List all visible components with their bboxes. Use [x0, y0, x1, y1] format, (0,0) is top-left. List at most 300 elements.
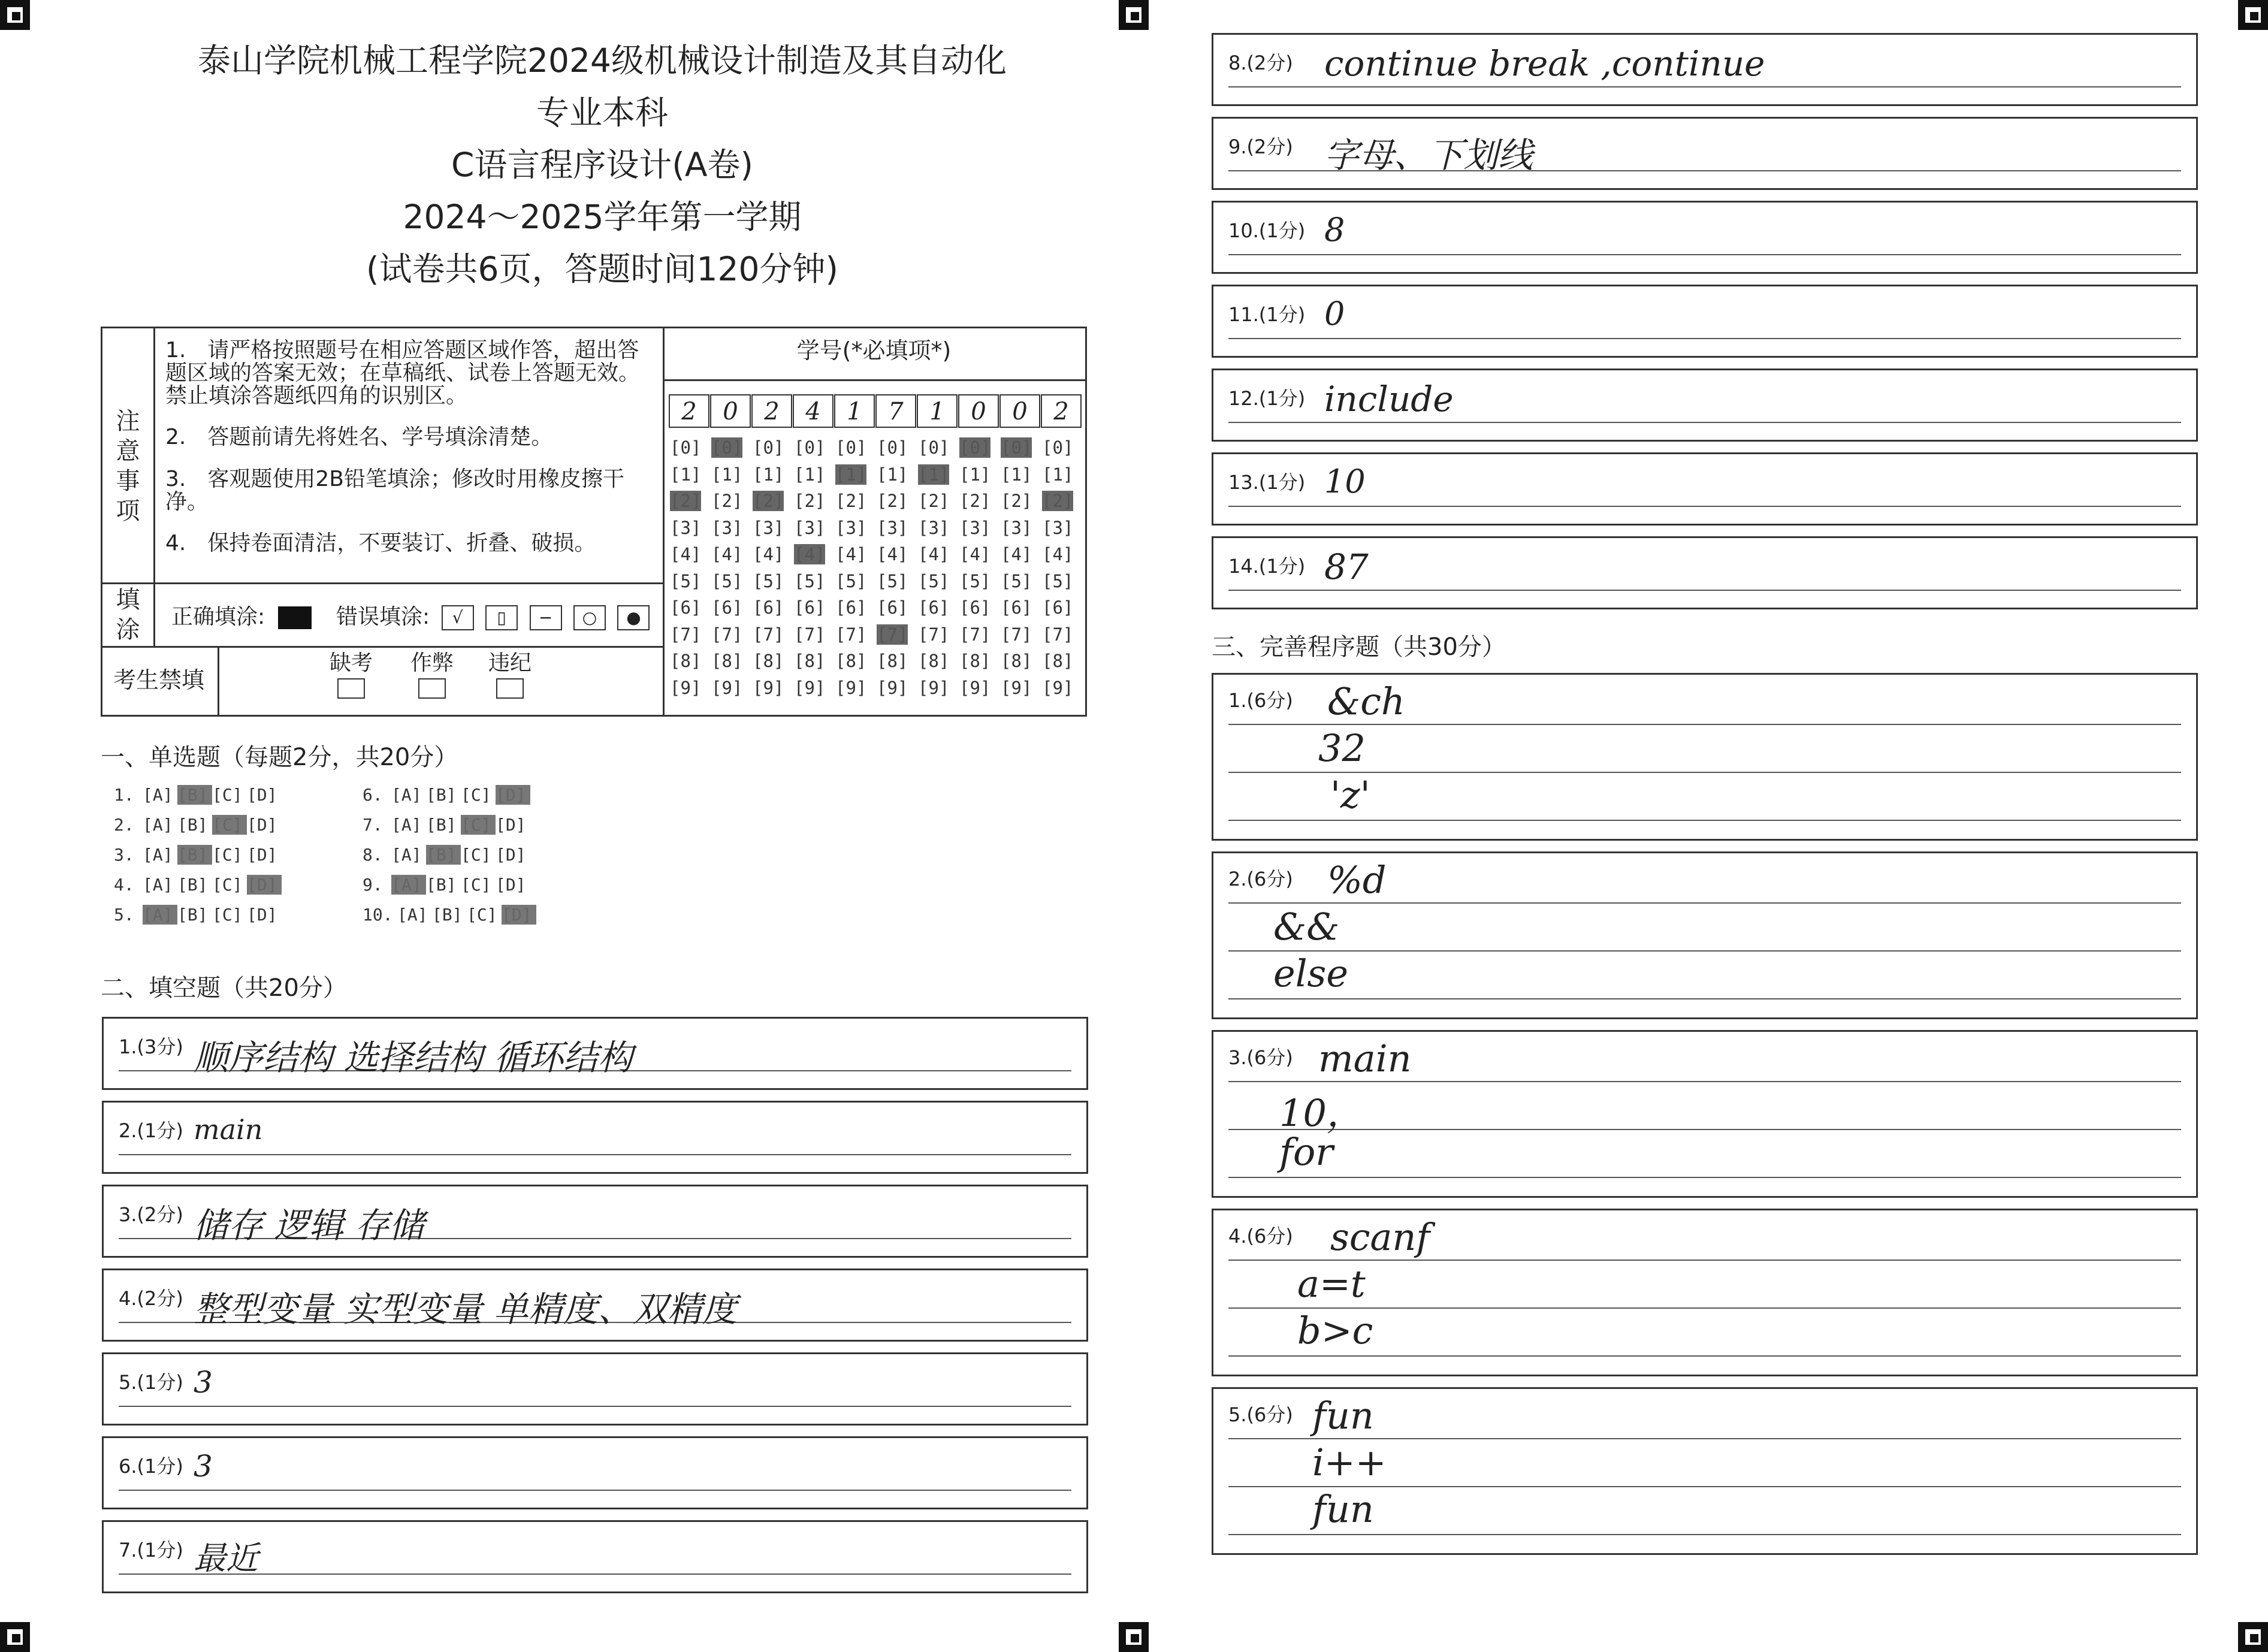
- id-bubble[interactable]: [2]: [670, 491, 702, 511]
- id-bubble[interactable]: [2]: [918, 491, 950, 511]
- mcq-number: 10.: [363, 905, 393, 925]
- mcq-option[interactable]: [A]: [143, 845, 173, 865]
- header-line-2: 专业本科: [536, 93, 668, 132]
- notice-item: 1. 请严格按照题号在相应答题区域作答，超出答题区域的答案无效；在草稿纸、试卷上答题无效。禁止填涂答题纸四角的识别区。: [165, 338, 641, 408]
- fill-answer-box: [1212, 117, 2198, 190]
- fill-answer-label: 4.(2分): [119, 1287, 183, 1310]
- header-line-5: (试卷共6页，答题时间120分钟): [366, 250, 838, 288]
- handwritten-answer: 整型变量 实型变量 单精度、双精度: [194, 1289, 737, 1330]
- id-bubble[interactable]: [2]: [1042, 491, 1074, 511]
- id-bubble[interactable]: [2]: [1001, 491, 1032, 511]
- id-bubble[interactable]: [5]: [1001, 570, 1032, 591]
- mcq-option[interactable]: [C]: [461, 785, 491, 805]
- cheat-checkbox[interactable]: [418, 678, 446, 699]
- mcq-option[interactable]: [B]: [177, 785, 212, 805]
- id-bubble[interactable]: [3]: [918, 517, 950, 538]
- id-bubble[interactable]: [4]: [794, 544, 826, 564]
- handwritten-answer: a=t: [1297, 1262, 1366, 1306]
- handwritten-answer: 8: [1324, 211, 1345, 249]
- notice-label: 注意事项: [116, 407, 140, 525]
- id-bubble[interactable]: [0]: [877, 437, 908, 458]
- handwritten-answer: 32: [1318, 726, 1366, 770]
- id-bubble[interactable]: [0]: [959, 437, 991, 458]
- id-bubble[interactable]: [4]: [959, 544, 991, 564]
- fill-answer-label: 1.(3分): [119, 1035, 183, 1058]
- answer-line: [1228, 998, 2181, 999]
- student-id-digit: 2: [751, 394, 792, 428]
- info-box: [101, 327, 1087, 717]
- student-id-digit: 4: [793, 394, 833, 428]
- mcq-option[interactable]: [B]: [426, 875, 457, 895]
- correct-fill-mark: [278, 606, 312, 629]
- cheat-label: 作弊: [410, 651, 454, 675]
- id-bubble[interactable]: [4]: [877, 544, 908, 564]
- handwritten-answer: 87: [1324, 546, 1369, 587]
- id-bubble[interactable]: [2]: [835, 491, 867, 511]
- fill-answer-box: [102, 1101, 1088, 1174]
- mcq-option[interactable]: [C]: [461, 845, 491, 865]
- absent-label: 缺考: [329, 651, 373, 675]
- answer-line: [1228, 422, 2181, 423]
- corner-marker: [1119, 0, 1149, 30]
- answer-line: [119, 1490, 1071, 1491]
- mcq-number: 9.: [363, 875, 383, 895]
- handwritten-answer: %d: [1327, 858, 1387, 902]
- program-answer-label: 3.(6分): [1228, 1046, 1293, 1069]
- id-bubble[interactable]: [7]: [1001, 624, 1032, 645]
- fill-answer-box: [1212, 452, 2198, 526]
- mcq-option[interactable]: [A]: [391, 785, 422, 805]
- id-bubble[interactable]: [4]: [711, 544, 743, 564]
- answer-line: [1228, 86, 2181, 87]
- corner-marker: [2238, 1622, 2268, 1652]
- id-bubble[interactable]: [6]: [959, 597, 991, 618]
- mcq-option[interactable]: [D]: [247, 845, 277, 865]
- mcq-option[interactable]: [C]: [212, 845, 243, 865]
- id-bubble[interactable]: [8]: [1042, 651, 1074, 671]
- id-bubble[interactable]: [5]: [835, 570, 867, 591]
- student-id-digit: 0: [958, 394, 999, 428]
- mcq-question: [114, 845, 282, 865]
- mcq-number: 7.: [363, 815, 383, 835]
- handwritten-answer: 字母、下划线: [1324, 135, 1533, 176]
- program-answer-box: [1212, 1387, 2198, 1555]
- id-bubble[interactable]: [3]: [959, 517, 991, 538]
- id-bubble[interactable]: [4]: [835, 544, 867, 564]
- answer-line: [1228, 1534, 2181, 1535]
- header-line-1: 泰山学院机械工程学院2024级机械设计制造及其自动化: [198, 41, 1007, 80]
- mcq-option[interactable]: [C]: [212, 875, 243, 895]
- program-answer-label: 5.(6分): [1228, 1403, 1293, 1426]
- fill-answer-box: [1212, 536, 2198, 609]
- mcq-option[interactable]: [C]: [212, 785, 243, 805]
- correct-fill-label: 正确填涂:: [171, 605, 265, 629]
- id-bubble[interactable]: [2]: [959, 491, 991, 511]
- mcq-number: 4.: [114, 875, 134, 895]
- id-bubble[interactable]: [6]: [1001, 597, 1032, 618]
- id-bubble[interactable]: [7]: [918, 624, 950, 645]
- id-bubble[interactable]: [3]: [1001, 517, 1032, 538]
- mcq-option[interactable]: [B]: [177, 845, 212, 865]
- id-bubble[interactable]: [9]: [1042, 677, 1074, 698]
- handwritten-answer: 3: [194, 1365, 213, 1400]
- handwritten-answer: include: [1324, 379, 1454, 419]
- id-bubble[interactable]: [3]: [711, 517, 743, 538]
- fill-answer-label: 6.(1分): [119, 1455, 183, 1478]
- id-bubble[interactable]: [4]: [1042, 544, 1074, 564]
- mcq-question: [114, 905, 282, 925]
- id-bubble[interactable]: [6]: [753, 597, 784, 618]
- answer-line: [1228, 902, 2181, 904]
- fill-answer-label: 13.(1分): [1228, 471, 1306, 494]
- id-bubble[interactable]: [7]: [670, 624, 702, 645]
- mcq-option[interactable]: [D]: [496, 875, 526, 895]
- mcq-option[interactable]: [A]: [143, 905, 177, 925]
- fill-answer-box: [102, 1269, 1088, 1342]
- mcq-grid: [114, 785, 593, 941]
- id-bubble[interactable]: [8]: [1001, 651, 1032, 671]
- program-answer-box: [1212, 673, 2198, 841]
- fill-answer-box: [102, 1185, 1088, 1258]
- mcq-question: [114, 815, 282, 835]
- id-bubble[interactable]: [6]: [918, 597, 950, 618]
- fill-answer-label: 12.(1分): [1228, 387, 1306, 410]
- id-bubble[interactable]: [5]: [711, 570, 743, 591]
- fill-answer-box: [102, 1017, 1088, 1090]
- handwritten-answer: for: [1279, 1130, 1333, 1174]
- id-bubble[interactable]: [2]: [794, 491, 826, 511]
- student-id-digit: 7: [875, 394, 916, 428]
- mcq-option[interactable]: [A]: [143, 815, 173, 835]
- handwritten-answer: fun: [1312, 1394, 1374, 1437]
- mcq-option[interactable]: [B]: [426, 845, 461, 865]
- id-bubble[interactable]: [1]: [1042, 464, 1074, 485]
- id-bubble[interactable]: [7]: [1042, 624, 1074, 645]
- corner-marker: [0, 0, 30, 30]
- id-bubble[interactable]: [7]: [753, 624, 784, 645]
- answer-line: [119, 1154, 1071, 1155]
- corner-marker: [0, 1622, 30, 1652]
- handwritten-answer: 3: [194, 1449, 213, 1484]
- mcq-option[interactable]: [B]: [177, 815, 208, 835]
- mcq-number: 8.: [363, 845, 383, 865]
- handwritten-answer: i++: [1312, 1440, 1387, 1484]
- answer-line: [1228, 1081, 2181, 1082]
- id-bubble[interactable]: [6]: [711, 597, 743, 618]
- id-bubble[interactable]: [1]: [753, 464, 784, 485]
- mcq-option[interactable]: [D]: [247, 815, 277, 835]
- section2-title: 二、填空题（共20分）: [101, 974, 347, 1002]
- id-bubble[interactable]: [9]: [918, 677, 950, 698]
- mcq-question: [363, 905, 536, 925]
- id-bubble[interactable]: [4]: [918, 544, 950, 564]
- answer-line: [119, 1406, 1071, 1407]
- mcq-number: 5.: [114, 905, 134, 925]
- fill-answer-box: [102, 1436, 1088, 1509]
- answer-line: [1228, 724, 2181, 725]
- id-bubble[interactable]: [4]: [670, 544, 702, 564]
- wrong-fill-example: ●: [617, 605, 650, 630]
- handwritten-answer: &ch: [1327, 679, 1405, 723]
- fill-answer-box: [1212, 285, 2198, 358]
- handwritten-answer: 顺序结构 选择结构 循环结构: [194, 1037, 633, 1078]
- violation-label: 违纪: [488, 651, 531, 675]
- program-answer-label: 4.(6分): [1228, 1225, 1293, 1248]
- corner-marker: [2238, 0, 2268, 30]
- id-bubble[interactable]: [5]: [794, 570, 826, 591]
- id-bubble[interactable]: [5]: [918, 570, 950, 591]
- id-bubble[interactable]: [6]: [835, 597, 867, 618]
- answer-line: [1228, 254, 2181, 255]
- mcq-question: [363, 845, 530, 865]
- program-answer-box: [1212, 1030, 2198, 1198]
- header-line-3: C语言程序设计(A卷): [451, 146, 753, 184]
- answer-line: [1228, 950, 2181, 952]
- id-bubble[interactable]: [5]: [1042, 570, 1074, 591]
- id-bubble[interactable]: [9]: [794, 677, 826, 698]
- handwritten-answer: 'z': [1330, 773, 1370, 817]
- mcq-option[interactable]: [C]: [212, 905, 243, 925]
- id-bubble[interactable]: [8]: [918, 651, 950, 671]
- id-bubble[interactable]: [7]: [711, 624, 743, 645]
- answer-line: [1228, 1355, 2181, 1357]
- notice-item: 4. 保持卷面清洁，不要装订、折叠、破损。: [165, 531, 596, 555]
- id-bubble[interactable]: [5]: [877, 570, 908, 591]
- answer-line: [1228, 338, 2181, 339]
- fill-answer-box: [102, 1520, 1088, 1593]
- id-bubble[interactable]: [1]: [835, 464, 867, 485]
- answer-line: [1228, 506, 2181, 507]
- id-bubble[interactable]: [2]: [711, 491, 743, 511]
- id-bubble[interactable]: [0]: [794, 437, 826, 458]
- id-bubble[interactable]: [8]: [835, 651, 867, 671]
- id-bubble[interactable]: [0]: [918, 437, 950, 458]
- student-id-digit: 0: [999, 394, 1040, 428]
- absent-checkbox[interactable]: [337, 678, 365, 699]
- handwritten-answer: main: [194, 1113, 263, 1146]
- id-bubble[interactable]: [0]: [670, 437, 702, 458]
- section3-title: 三、完善程序题（共30分）: [1212, 633, 1506, 661]
- mcq-option[interactable]: [D]: [496, 785, 530, 805]
- corner-marker: [1119, 1622, 1149, 1652]
- id-bubble[interactable]: [1]: [794, 464, 826, 485]
- fill-answer-label: 5.(1分): [119, 1371, 183, 1394]
- id-bubble[interactable]: [9]: [835, 677, 867, 698]
- id-bubble[interactable]: [7]: [877, 624, 908, 645]
- mcq-option[interactable]: [D]: [247, 875, 282, 895]
- id-bubble[interactable]: [8]: [959, 651, 991, 671]
- notice-item: 2. 答题前请先将姓名、学号填涂清楚。: [165, 425, 553, 449]
- id-bubble[interactable]: [5]: [753, 570, 784, 591]
- mcq-number: 1.: [114, 785, 134, 805]
- mcq-option[interactable]: [B]: [177, 905, 208, 925]
- id-bubble[interactable]: [6]: [1042, 597, 1074, 618]
- fill-answer-box: [1212, 201, 2198, 274]
- mcq-option[interactable]: [B]: [432, 905, 463, 925]
- id-bubble[interactable]: [8]: [711, 651, 743, 671]
- fill-answer-label: 8.(2分): [1228, 52, 1293, 74]
- handwritten-answer: continue break ,continue: [1324, 43, 1765, 84]
- handwritten-answer: 最近: [194, 1539, 258, 1577]
- wrong-fill-example: √: [442, 605, 474, 630]
- handwritten-answer: else: [1273, 952, 1349, 995]
- violation-checkbox[interactable]: [496, 678, 524, 699]
- mcq-number: 2.: [114, 815, 134, 835]
- mcq-option[interactable]: [A]: [143, 875, 173, 895]
- fill-answer-label: 9.(2分): [1228, 135, 1293, 158]
- mcq-option[interactable]: [C]: [212, 815, 247, 835]
- student-id-digit: 2: [1041, 394, 1082, 428]
- wrong-fill-label: 错误填涂:: [336, 605, 430, 629]
- student-id-digit: 1: [834, 394, 875, 428]
- id-bubble[interactable]: [6]: [877, 597, 908, 618]
- cheat-field: [405, 652, 459, 699]
- id-bubble[interactable]: [9]: [670, 677, 702, 698]
- id-bubble[interactable]: [0]: [835, 437, 867, 458]
- id-bubble[interactable]: [0]: [711, 437, 743, 458]
- id-bubble[interactable]: [5]: [959, 570, 991, 591]
- handwritten-answer: 0: [1324, 295, 1345, 333]
- mcq-option[interactable]: [A]: [143, 785, 173, 805]
- mcq-number: 3.: [114, 845, 134, 865]
- id-bubble[interactable]: [3]: [1042, 517, 1074, 538]
- mcq-option[interactable]: [D]: [502, 905, 536, 925]
- program-answer-box: [1212, 1209, 2198, 1376]
- mcq-option[interactable]: [B]: [177, 875, 208, 895]
- id-bubble[interactable]: [9]: [877, 677, 908, 698]
- notice-item: 3. 客观题使用2B铅笔填涂；修改时用橡皮擦干净。: [165, 467, 624, 514]
- student-id-digit: 1: [917, 394, 958, 428]
- answer-line: [1228, 1438, 2181, 1439]
- mcq-option[interactable]: [A]: [391, 845, 422, 865]
- mcq-option[interactable]: [D]: [247, 785, 277, 805]
- student-id-grid: [669, 328, 1082, 712]
- mcq-option[interactable]: [D]: [496, 815, 526, 835]
- mcq-option[interactable]: [D]: [247, 905, 277, 925]
- handwritten-answer: fun: [1312, 1487, 1374, 1531]
- id-bubble[interactable]: [2]: [877, 491, 908, 511]
- answer-line: [1228, 1129, 2181, 1130]
- id-bubble[interactable]: [0]: [1042, 437, 1074, 458]
- program-answer-box: [1212, 851, 2198, 1019]
- fill-example-row: [171, 605, 651, 630]
- id-bubble[interactable]: [4]: [753, 544, 784, 564]
- mcq-option[interactable]: [C]: [467, 905, 497, 925]
- answer-line: [1228, 1177, 2181, 1178]
- handwritten-answer: &&: [1273, 905, 1340, 949]
- mcq-option[interactable]: [A]: [391, 875, 426, 895]
- mcq-option[interactable]: [A]: [391, 815, 422, 835]
- id-bubble[interactable]: [9]: [1001, 677, 1032, 698]
- handwritten-answer: 储存 逻辑 存储: [194, 1205, 424, 1246]
- mcq-option[interactable]: [B]: [426, 785, 457, 805]
- id-bubble[interactable]: [7]: [794, 624, 826, 645]
- violation-field: [483, 652, 537, 699]
- id-bubble[interactable]: [8]: [753, 651, 784, 671]
- answer-line: [1228, 772, 2181, 773]
- id-bubble[interactable]: [1]: [918, 464, 950, 485]
- id-bubble[interactable]: [3]: [835, 517, 867, 538]
- fill-label: 填涂: [116, 586, 140, 644]
- id-bubble[interactable]: [7]: [835, 624, 867, 645]
- mcq-question: [363, 875, 530, 895]
- id-bubble[interactable]: [8]: [877, 651, 908, 671]
- id-bubble[interactable]: [6]: [670, 597, 702, 618]
- wrong-fill-example: ▯: [485, 605, 518, 630]
- fill-answer-label: 11.(1分): [1228, 303, 1306, 326]
- id-bubble[interactable]: [3]: [877, 517, 908, 538]
- fill-answer-label: 2.(1分): [119, 1119, 183, 1142]
- fill-answer-box: [102, 1352, 1088, 1426]
- handwritten-answer: scanf: [1330, 1215, 1430, 1259]
- program-answer-label: 1.(6分): [1228, 689, 1293, 712]
- answer-line: [119, 1574, 1071, 1575]
- header-line-4: 2024～2025学年第一学期: [403, 198, 802, 236]
- mcq-option[interactable]: [A]: [397, 905, 428, 925]
- fill-answer-label: 10.(1分): [1228, 219, 1306, 242]
- id-bubble[interactable]: [8]: [670, 651, 702, 671]
- id-bubble[interactable]: [1]: [670, 464, 702, 485]
- wrong-fill-example: ○: [573, 605, 606, 630]
- student-id-digit: 0: [710, 394, 751, 428]
- handwritten-answer: 10: [1324, 463, 1366, 500]
- handwritten-answer: b>c: [1297, 1309, 1373, 1352]
- exam-forbidden-label: 考生禁填: [113, 667, 205, 693]
- id-bubble[interactable]: [9]: [959, 677, 991, 698]
- id-bubble[interactable]: [8]: [794, 651, 826, 671]
- student-id-title: 学号(*必填项*): [796, 337, 952, 364]
- id-bubble[interactable]: [1]: [711, 464, 743, 485]
- mcq-question: [114, 785, 282, 805]
- answer-line: [1228, 1260, 2181, 1261]
- id-bubble[interactable]: [5]: [670, 570, 702, 591]
- mcq-question: [363, 815, 530, 835]
- id-bubble[interactable]: [3]: [670, 517, 702, 538]
- mcq-option[interactable]: [C]: [461, 875, 491, 895]
- answer-line: [1228, 590, 2181, 591]
- id-bubble[interactable]: [2]: [753, 491, 784, 511]
- fill-answer-box: [1212, 33, 2198, 106]
- id-bubble[interactable]: [4]: [1001, 544, 1032, 564]
- id-bubble[interactable]: [1]: [877, 464, 908, 485]
- fill-answer-label: 7.(1分): [119, 1539, 183, 1562]
- wrong-fill-example: −: [530, 605, 562, 630]
- id-bubble[interactable]: [6]: [794, 597, 826, 618]
- mcq-question: [363, 785, 530, 805]
- handwritten-answer: 10，: [1279, 1091, 1364, 1135]
- id-bubble[interactable]: [1]: [1001, 464, 1032, 485]
- fill-answer-label: 3.(2分): [119, 1203, 183, 1226]
- id-bubble[interactable]: [9]: [753, 677, 784, 698]
- id-bubble[interactable]: [9]: [711, 677, 743, 698]
- id-bubble[interactable]: [3]: [753, 517, 784, 538]
- mcq-option[interactable]: [B]: [426, 815, 457, 835]
- id-bubble[interactable]: [3]: [794, 517, 826, 538]
- student-id-digit: 2: [669, 394, 709, 428]
- mcq-number: 6.: [363, 785, 383, 805]
- answer-line: [1228, 820, 2181, 821]
- id-bubble[interactable]: [1]: [959, 464, 991, 485]
- program-answer-label: 2.(6分): [1228, 868, 1293, 890]
- id-bubble[interactable]: [0]: [753, 437, 784, 458]
- fill-answer-box: [1212, 369, 2198, 442]
- id-bubble[interactable]: [7]: [959, 624, 991, 645]
- mcq-option[interactable]: [C]: [461, 815, 496, 835]
- absent-field: [324, 652, 378, 699]
- fill-answer-label: 14.(1分): [1228, 555, 1306, 578]
- mcq-option[interactable]: [D]: [496, 845, 526, 865]
- id-bubble[interactable]: [0]: [1001, 437, 1032, 458]
